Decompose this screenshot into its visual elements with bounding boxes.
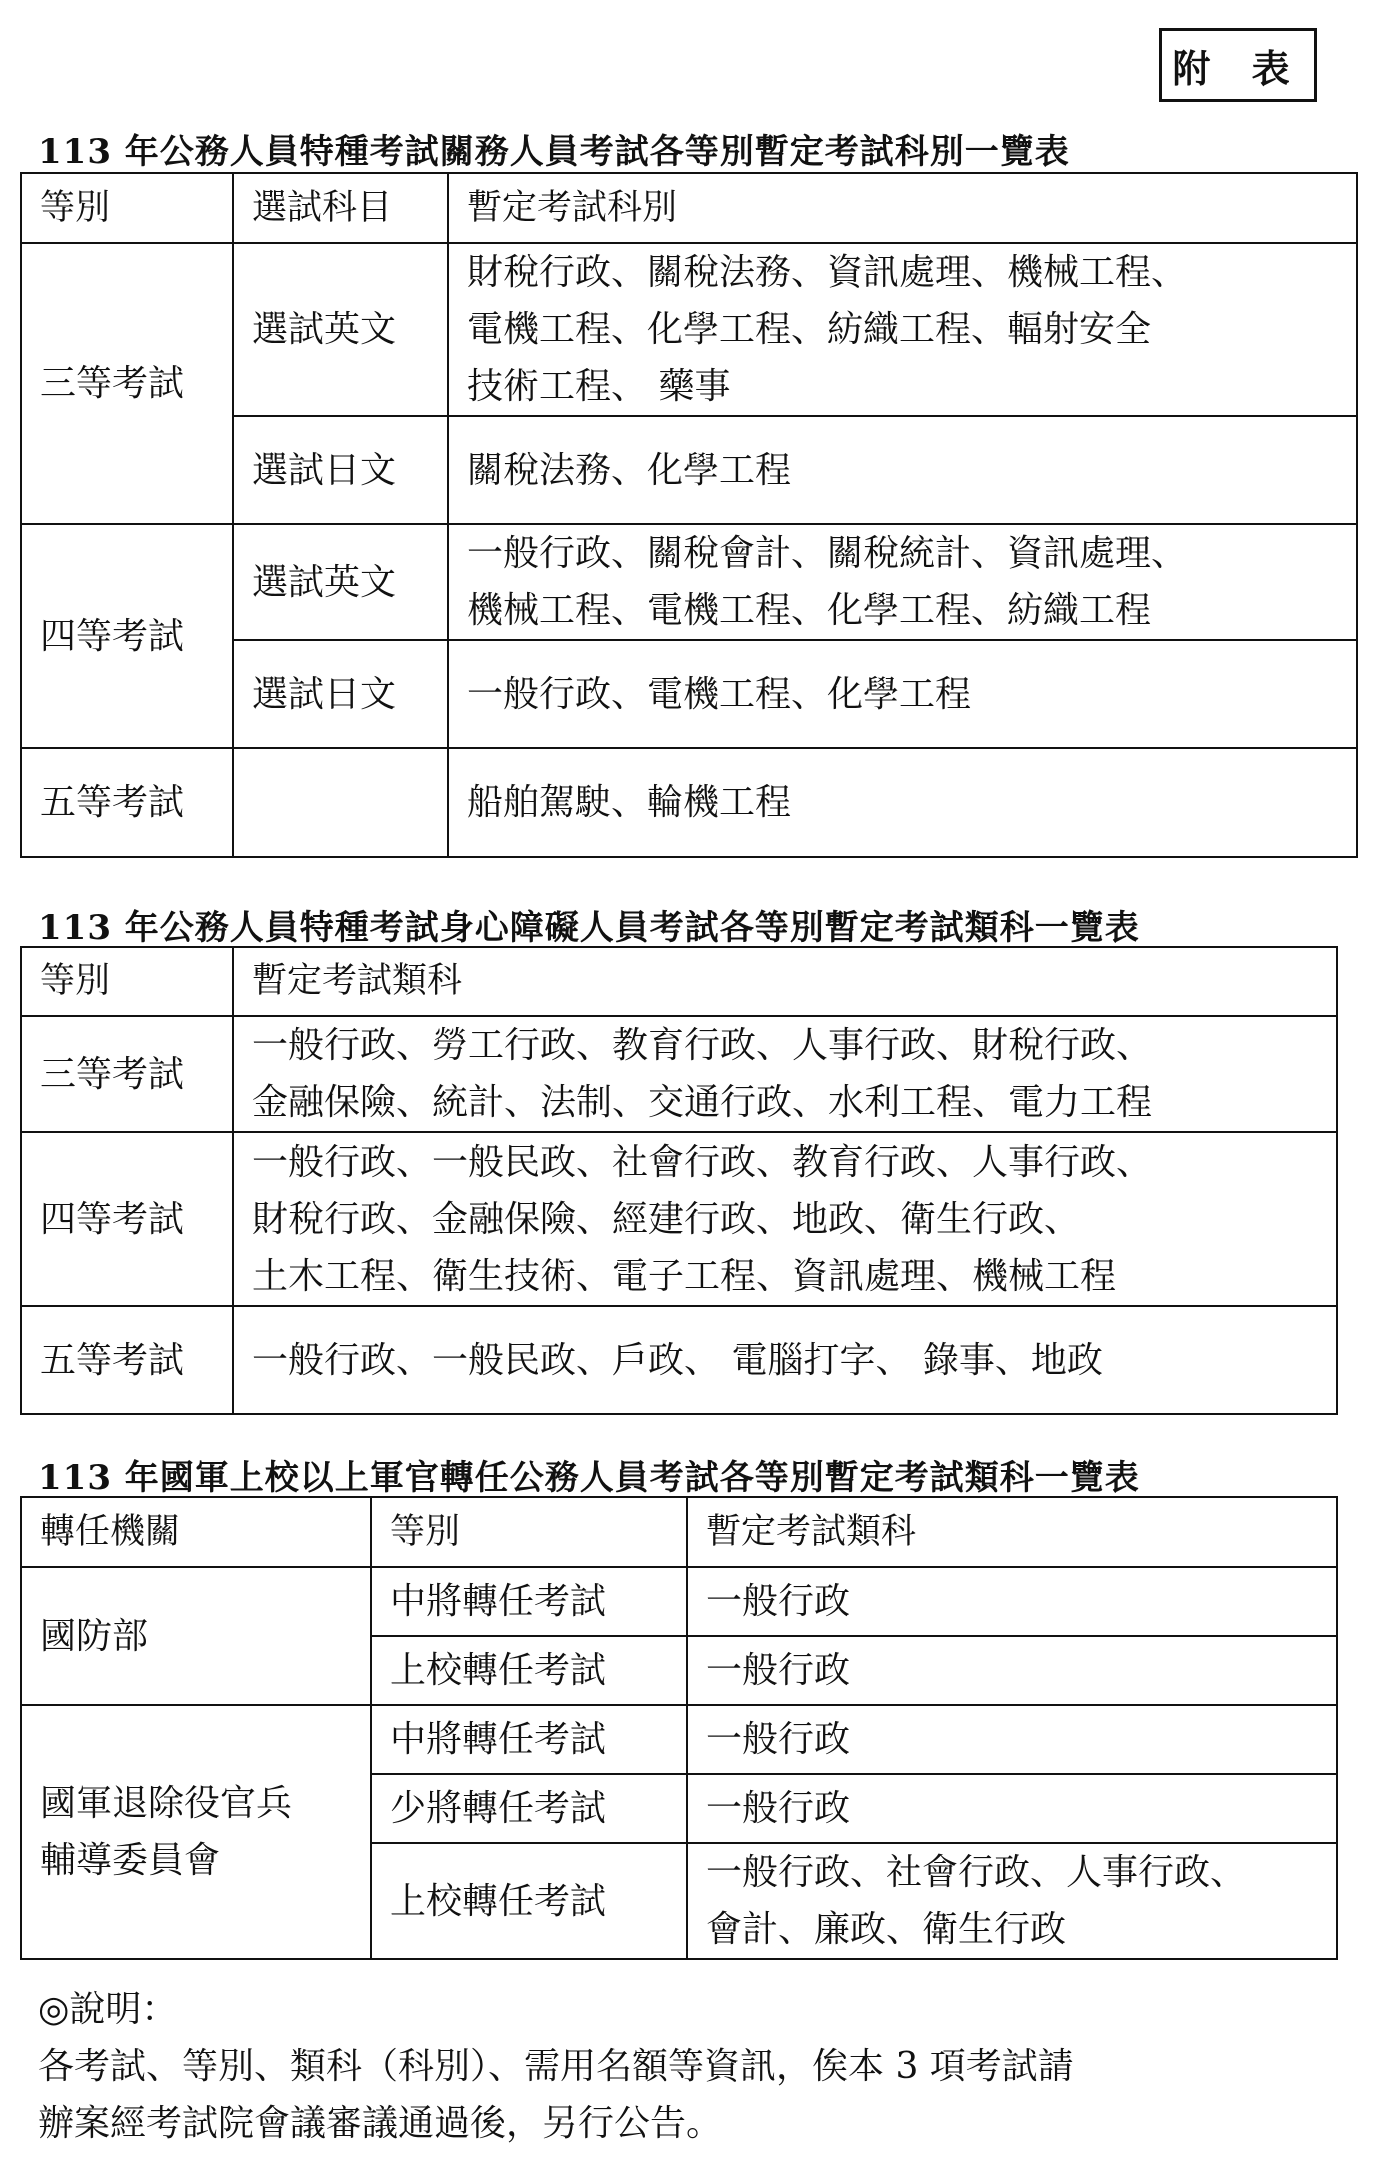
elective-english-cell: 選試英文 bbox=[233, 524, 448, 640]
elective-japanese-cell: 選試日文 bbox=[233, 416, 448, 524]
grade-cell: 上校轉任考試 bbox=[371, 1636, 687, 1705]
elective-japanese-cell: 選試日文 bbox=[233, 640, 448, 748]
grade-4-english-subjects: 一般行政、關稅會計、關稅統計、資訊處理、 機械工程、電機工程、化學工程、紡織工程 bbox=[448, 524, 1357, 640]
category-cell: 一般行政 bbox=[687, 1774, 1337, 1843]
notes-line: 辦案經考試院會議審議通過後，另行公告。 bbox=[38, 2103, 723, 2144]
header-agency: 轉任機關 bbox=[21, 1497, 371, 1567]
grade-3-japanese-subjects: 關稅法務、化學工程 bbox=[448, 416, 1357, 524]
table1-title: 113 年公務人員特種考試關務人員考試各等別暫定考試科別一覽表 bbox=[38, 132, 1070, 172]
grade-5-subjects: 船舶駕駛、輪機工程 bbox=[448, 748, 1357, 857]
grade-4-japanese-subjects: 一般行政、電機工程、化學工程 bbox=[448, 640, 1357, 748]
elective-english-cell: 選試英文 bbox=[233, 243, 448, 416]
appendix-badge: 附 表 bbox=[1159, 28, 1317, 102]
agency-veterans-council: 國軍退除役官兵 輔導委員會 bbox=[21, 1705, 371, 1959]
grade-5-cell: 五等考試 bbox=[21, 748, 233, 857]
grade-cell: 少將轉任考試 bbox=[371, 1774, 687, 1843]
grade-3-cell: 三等考試 bbox=[21, 1016, 233, 1132]
notes-heading: ◎說明： bbox=[38, 1989, 178, 2030]
header-grade: 等別 bbox=[21, 173, 233, 243]
category-cell: 一般行政、社會行政、人事行政、 會計、廉政、衛生行政 bbox=[687, 1843, 1337, 1959]
table2-title: 113 年公務人員特種考試身心障礙人員考試各等別暫定考試類科一覽表 bbox=[38, 908, 1140, 948]
grade-4-cell: 四等考試 bbox=[21, 1132, 233, 1306]
agency-defense-ministry: 國防部 bbox=[21, 1567, 371, 1705]
grade-cell: 上校轉任考試 bbox=[371, 1843, 687, 1959]
header-categories: 暫定考試類科 bbox=[233, 947, 1337, 1016]
grade-3-categories: 一般行政、勞工行政、教育行政、人事行政、財稅行政、 金融保險、統計、法制、交通行政、水利工程、電力工程 bbox=[233, 1016, 1337, 1132]
grade-cell: 中將轉任考試 bbox=[371, 1705, 687, 1774]
explanation-notes bbox=[38, 1981, 1074, 2152]
category-cell: 一般行政 bbox=[687, 1567, 1337, 1636]
grade-3-cell: 三等考試 bbox=[21, 243, 233, 524]
customs-exam-table bbox=[20, 172, 1358, 858]
header-subjects: 暫定考試科別 bbox=[448, 173, 1357, 243]
disability-exam-table bbox=[20, 946, 1338, 1415]
header-grade: 等別 bbox=[21, 947, 233, 1016]
grade-5-categories: 一般行政、一般民政、戶政、 電腦打字、 錄事、地政 bbox=[233, 1306, 1337, 1414]
table3-title: 113 年國軍上校以上軍官轉任公務人員考試各等別暫定考試類科一覽表 bbox=[38, 1458, 1140, 1498]
grade-5-elective-empty bbox=[233, 748, 448, 857]
grade-4-cell: 四等考試 bbox=[21, 524, 233, 748]
header-categories: 暫定考試類科 bbox=[687, 1497, 1337, 1567]
header-elective: 選試科目 bbox=[233, 173, 448, 243]
notes-line: 各考試、等別、類科（科別）、需用名額等資訊，俟本 3 項考試請 bbox=[38, 2046, 1074, 2087]
grade-5-cell: 五等考試 bbox=[21, 1306, 233, 1414]
grade-4-categories: 一般行政、一般民政、社會行政、教育行政、人事行政、 財稅行政、金融保險、經建行政、地政、衛生行政、 土木工程、衛生技術、電子工程、資訊處理、機械工程 bbox=[233, 1132, 1337, 1306]
category-cell: 一般行政 bbox=[687, 1705, 1337, 1774]
military-transfer-exam-table bbox=[20, 1496, 1338, 1960]
grade-cell: 中將轉任考試 bbox=[371, 1567, 687, 1636]
category-cell: 一般行政 bbox=[687, 1636, 1337, 1705]
header-grade: 等別 bbox=[371, 1497, 687, 1567]
grade-3-english-subjects: 財稅行政、關稅法務、資訊處理、機械工程、 電機工程、化學工程、紡織工程、輻射安全 技術工程、 藥事 bbox=[448, 243, 1357, 416]
